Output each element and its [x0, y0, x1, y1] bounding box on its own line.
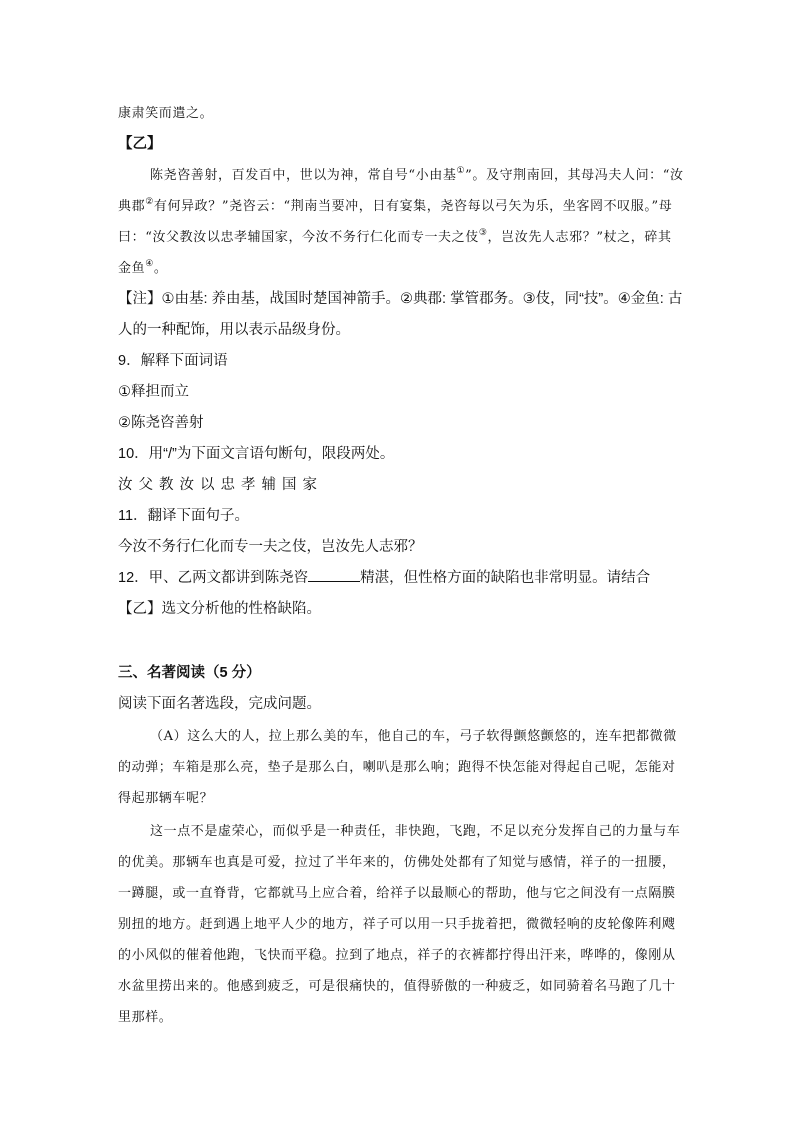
excerpt-paragraph-a: （A）这么大的人，拉上那么美的车，他自己的车，弓子软得颤悠颤悠的，连车把都微微的动弹；车箱是那么亮，垫子是那么白，喇叭是那么响；跑得不快怎能对得起自己呢，怎能对得起那辆车呢？	[118, 729, 677, 806]
q9-item-2: ②陈尧咨善射	[118, 415, 204, 431]
q11-title: 11．翻译下面句子。	[118, 508, 250, 524]
part-b-text-1: 陈尧咨善射，百发百中，世以为神，常自号“小由基	[150, 168, 457, 183]
q10-text: 汝父教汝以忠孝辅国家	[118, 477, 323, 493]
part-b-paragraph	[118, 160, 684, 284]
q12-text-2: 精湛，但性格方面的缺陷也非常明显。请结合【乙】选文分析他的性格缺陷。	[118, 570, 651, 617]
q11-text: 今汝不务行仁化而专一夫之伎，岂汝先人志邪？	[118, 539, 423, 555]
part-b-text-5: 。	[153, 261, 168, 276]
part-b-text-2: ”。及守荆南回，其母冯夫人问：“汝典郡	[118, 168, 684, 214]
q10-title: 10．用“/”为下面文言语句断句，限段两处。	[118, 446, 395, 462]
q12-question	[118, 563, 684, 625]
notes: 【注】①由基: 养由基，战国时楚国神箭手。②典郡: 掌管郡务。③伎，同“技”。④金鱼: 古人的一种配饰，用以表示品级身份。	[118, 291, 683, 338]
section-3-heading: 三、名著阅读（5 分）	[118, 665, 261, 681]
top-line: 康肃笑而遣之。	[118, 106, 214, 121]
section-3-instruction: 阅读下面名著选段，完成问题。	[118, 696, 321, 712]
q9-item-1: ①释担而立	[118, 384, 189, 400]
footnote-marker-4: ④	[145, 259, 154, 269]
footnote-marker-3: ③	[478, 228, 488, 238]
excerpt-paragraph-b: 这一点不是虚荣心，而似乎是一种责任，非快跑，飞跑，不足以充分发挥自己的力量与车的优美。那辆车也真是可爱，拉过了半年来的，仿佛处处都有了知觉与感情，祥子的一扭腰，一蹲腿，或一直脊背，它都就马上应合着，给祥子以最顺心的帮助，他与它之间没有一点隔膜别扭的地方。赶到遇上地平人少的地方，祥子可以用一只手拢着把，微微轻响的皮轮像阵利飕的小风似的催着他跑，飞快而平稳。拉到了地点，祥子的衣裤都拧得出汗来，哗哗的，像刚从水盆里捞出来的。他感到疲乏，可是很痛快的，值得骄傲的一种疲乏，如同骑着名马跑了几十里那样。	[118, 824, 681, 1025]
q12-blank	[308, 567, 360, 582]
part-b-text-4: ，岂汝先人志邪？”杖之，碎其金鱼	[118, 230, 672, 276]
q9-title: 9．解释下面词语	[118, 353, 228, 369]
part-b-heading: 【乙】	[118, 136, 162, 152]
footnote-marker-1: ①	[456, 166, 466, 176]
part-b-text-3: 有何异政？”尧咨云：“荆南当要冲，日有宴集，尧咨每以弓矢为乐，坐客罔不叹服。”母曰：“汝父教汝以忠孝辅国家，今汝不务行仁化而专一夫之伎	[118, 199, 673, 245]
footnote-marker-2: ②	[145, 197, 154, 207]
q12-text-1: 12．甲、乙两文都讲到陈尧咨	[118, 570, 309, 586]
